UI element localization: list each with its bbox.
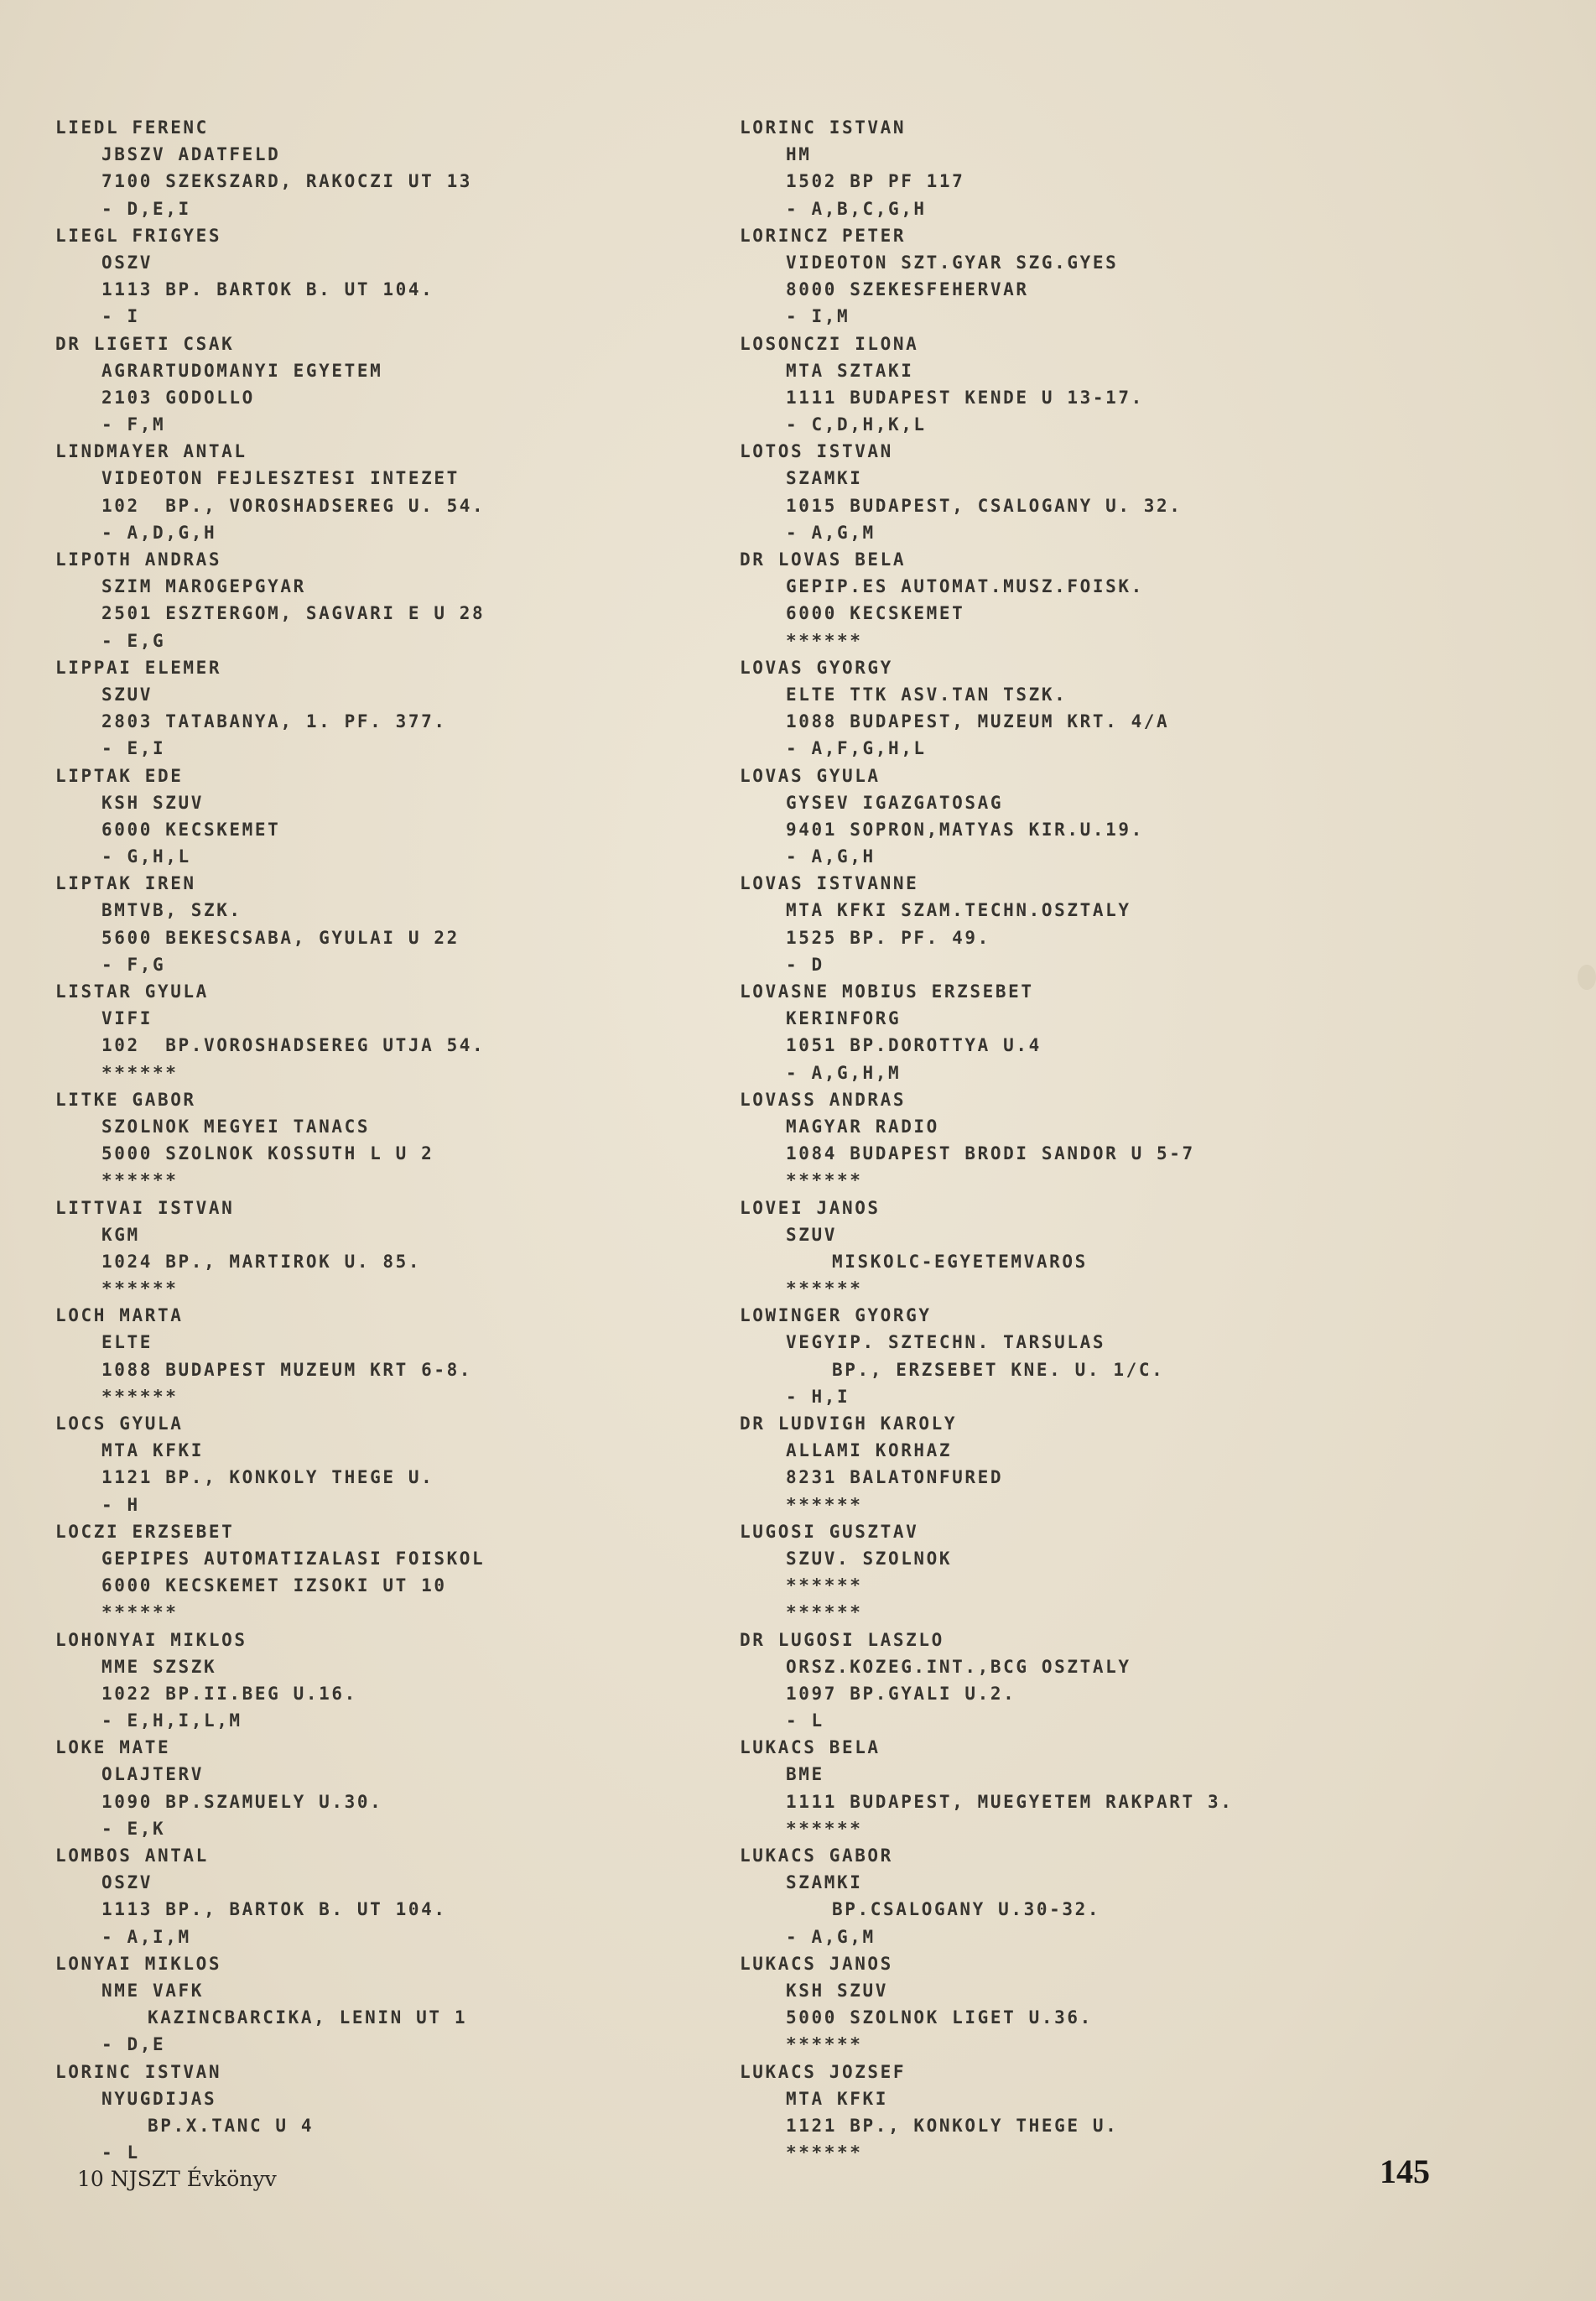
entry-detail-line: 2501 ESZTERGOM, SAGVARI E U 28 <box>101 603 486 624</box>
entry-name: LOHONYAI MIKLOS <box>55 1629 247 1650</box>
entry-name: LOVAS GYORGY <box>740 657 893 678</box>
entry-detail-line: MAGYAR RADIO <box>786 1116 939 1137</box>
entry-detail-line: 6000 KECSKEMET <box>101 819 281 840</box>
entry-name: DR LIGETI CSAK <box>55 333 235 354</box>
entry-detail-line: KAZINCBARCIKA, LENIN UT 1 <box>148 2007 468 2028</box>
entry-detail-line: KSH SZUV <box>786 1980 888 2001</box>
entry-detail-line: 1113 BP., BARTOK B. UT 104. <box>101 1899 447 1920</box>
entry-detail-line: - H <box>101 1494 140 1515</box>
entry-detail-line: - D,E,I <box>101 198 191 219</box>
entry-name: LIPTAK IREN <box>55 873 196 894</box>
entry-detail-line: ****** <box>786 1602 863 1623</box>
entry-detail-line: ORSZ.KOZEG.INT.,BCG OSZTALY <box>786 1656 1131 1677</box>
entry-detail-line: - A,G,H <box>786 846 876 867</box>
entry-detail-line: JBSZV ADATFELD <box>101 144 281 165</box>
entry-detail-line: 102 BP.VOROSHADSEREG UTJA 54. <box>101 1035 486 1056</box>
entry-detail-line: 1525 BP. PF. 49. <box>786 927 990 948</box>
entry-detail-line: OSZV <box>101 1872 153 1893</box>
entry-name: DR LUDVIGH KAROLY <box>740 1413 958 1434</box>
entry-name: LORINC ISTVAN <box>55 2061 222 2082</box>
right-column-directory <box>740 114 1478 2166</box>
entry-name: LUGOSI GUSZTAV <box>740 1521 919 1542</box>
entry-detail-line: - L <box>101 2142 140 2163</box>
entry-detail-line: - E,K <box>101 1818 166 1839</box>
entry-detail-line: VIDEOTON FEJLESZTESI INTEZET <box>101 468 460 489</box>
entry-detail-line: SZIM MAROGEPGYAR <box>101 576 306 597</box>
entry-detail-line: ****** <box>101 1386 179 1407</box>
entry-name: LIPPAI ELEMER <box>55 657 222 678</box>
entry-detail-line: SZUV <box>101 684 153 705</box>
entry-detail-line: 1022 BP.II.BEG U.16. <box>101 1683 357 1704</box>
entry-name: LUKACS JANOS <box>740 1953 893 1974</box>
entry-name: LOVAS GYULA <box>740 765 881 786</box>
entry-name: LIPOTH ANDRAS <box>55 549 222 570</box>
entry-detail-line: ****** <box>786 2034 863 2055</box>
entry-detail-line: MME SZSZK <box>101 1656 217 1677</box>
entry-name: LUKACS GABOR <box>740 1845 893 1866</box>
entry-detail-line: - A,D,G,H <box>101 522 217 543</box>
entry-detail-line: KGM <box>101 1224 140 1245</box>
entry-detail-line: - A,I,M <box>101 1926 191 1947</box>
left-column-directory <box>55 114 726 2166</box>
entry-name: LOVASS ANDRAS <box>740 1089 907 1110</box>
entry-detail-line: SZUV. SZOLNOK <box>786 1548 953 1569</box>
entry-detail-line: KERINFORG <box>786 1008 902 1029</box>
entry-detail-line: - A,F,G,H,L <box>786 738 927 759</box>
entry-detail-line: ****** <box>786 630 863 651</box>
entry-detail-line: 1051 BP.DOROTTYA U.4 <box>786 1035 1042 1056</box>
entry-detail-line: 1111 BUDAPEST, MUEGYETEM RAKPART 3. <box>786 1791 1234 1812</box>
entry-detail-line: 1097 BP.GYALI U.2. <box>786 1683 1016 1704</box>
entry-detail-line: - A,G,M <box>786 522 876 543</box>
entry-detail-line: - F,M <box>101 414 166 435</box>
entry-name: LOCH MARTA <box>55 1305 184 1326</box>
entry-name: LIEDL FERENC <box>55 117 209 138</box>
entry-name: LINDMAYER ANTAL <box>55 441 247 462</box>
entry-detail-line: ****** <box>786 1575 863 1596</box>
entry-name: LOTOS ISTVAN <box>740 441 893 462</box>
entry-detail-line: NYUGDIJAS <box>101 2088 217 2109</box>
entry-detail-line: - H,I <box>786 1386 850 1407</box>
entry-detail-line: - A,B,C,G,H <box>786 198 927 219</box>
entry-detail-line: VIDEOTON SZT.GYAR SZG.GYES <box>786 252 1119 273</box>
entry-name: LOCZI ERZSEBET <box>55 1521 235 1542</box>
entry-detail-line: BP.X.TANC U 4 <box>148 2115 315 2136</box>
punch-mark <box>1578 965 1596 990</box>
entry-detail-line: 1024 BP., MARTIROK U. 85. <box>101 1251 422 1272</box>
entry-detail-line: OLAJTERV <box>101 1764 204 1785</box>
entry-detail-line: ****** <box>786 1278 863 1299</box>
entry-detail-line: 1502 BP PF 117 <box>786 171 965 192</box>
entry-name: LOVAS ISTVANNE <box>740 873 919 894</box>
entry-name: LISTAR GYULA <box>55 981 209 1002</box>
entry-detail-line: ELTE TTK ASV.TAN TSZK. <box>786 684 1068 705</box>
entry-detail-line: 1121 BP., KONKOLY THEGE U. <box>101 1467 434 1488</box>
entry-detail-line: - G,H,L <box>101 846 191 867</box>
entry-detail-line: 1121 BP., KONKOLY THEGE U. <box>786 2115 1119 2136</box>
entry-detail-line: VIFI <box>101 1008 153 1029</box>
entry-detail-line: 2803 TATABANYA, 1. PF. 377. <box>101 711 447 732</box>
entry-name: DR LUGOSI LASZLO <box>740 1629 944 1650</box>
entry-name: LUKACS JOZSEF <box>740 2061 907 2082</box>
entry-detail-line: SZOLNOK MEGYEI TANACS <box>101 1116 371 1137</box>
entry-detail-line: - D,E <box>101 2034 166 2055</box>
entry-detail-line: 1088 BUDAPEST, MUZEUM KRT. 4/A <box>786 711 1170 732</box>
entry-detail-line: MTA KFKI SZAM.TECHN.OSZTALY <box>786 900 1131 921</box>
entry-detail-line: OSZV <box>101 252 153 273</box>
entry-detail-line: ****** <box>786 1494 863 1515</box>
entry-detail-line: NME VAFK <box>101 1980 204 2001</box>
entry-name: LORINC ISTVAN <box>740 117 907 138</box>
entry-detail-line: 6000 KECSKEMET <box>786 603 965 624</box>
entry-name: LITTVAI ISTVAN <box>55 1197 235 1218</box>
entry-name: LUKACS BELA <box>740 1737 881 1758</box>
entry-detail-line: 102 BP., VOROSHADSEREG U. 54. <box>101 495 486 516</box>
entry-detail-line: 8000 SZEKESFEHERVAR <box>786 279 1029 300</box>
entry-detail-line: 1015 BUDAPEST, CSALOGANY U. 32. <box>786 495 1183 516</box>
entry-detail-line: 9401 SOPRON,MATYAS KIR.U.19. <box>786 819 1144 840</box>
entry-detail-line: 5000 SZOLNOK KOSSUTH L U 2 <box>101 1143 434 1164</box>
entry-detail-line: 1084 BUDAPEST BRODI SANDOR U 5-7 <box>786 1143 1195 1164</box>
entry-detail-line: 5600 BEKESCSABA, GYULAI U 22 <box>101 927 460 948</box>
entry-name: LITKE GABOR <box>55 1089 196 1110</box>
entry-detail-line: ALLAMI KORHAZ <box>786 1440 953 1461</box>
entry-detail-line: ****** <box>101 1170 179 1191</box>
entry-detail-line: 6000 KECSKEMET IZSOKI UT 10 <box>101 1575 447 1596</box>
entry-detail-line: - F,G <box>101 954 166 975</box>
entry-detail-line: - E,H,I,L,M <box>101 1710 242 1731</box>
entry-detail-line: ****** <box>101 1062 179 1083</box>
entry-detail-line: BP., ERZSEBET KNE. U. 1/C. <box>832 1359 1165 1380</box>
page-number: 145 <box>1380 2153 1430 2190</box>
entry-detail-line: GEPIPES AUTOMATIZALASI FOISKOL <box>101 1548 486 1569</box>
entry-detail-line: 5000 SZOLNOK LIGET U.36. <box>786 2007 1093 2028</box>
entry-detail-line: MTA KFKI <box>786 2088 888 2109</box>
entry-detail-line: ELTE <box>101 1332 153 1353</box>
entry-detail-line: 1090 BP.SZAMUELY U.30. <box>101 1791 383 1812</box>
entry-detail-line: MTA KFKI <box>101 1440 204 1461</box>
entry-detail-line: SZUV <box>786 1224 837 1245</box>
entry-name: LONYAI MIKLOS <box>55 1953 222 1974</box>
entry-detail-line: ****** <box>786 2142 863 2163</box>
entry-name: LOCS GYULA <box>55 1413 184 1434</box>
entry-detail-line: - A,G,H,M <box>786 1062 902 1083</box>
entry-detail-line: KSH SZUV <box>101 792 204 813</box>
entry-name: LOVASNE MOBIUS ERZSEBET <box>740 981 1034 1002</box>
entry-name: LIEGL FRIGYES <box>55 225 222 246</box>
entry-detail-line: SZAMKI <box>786 1872 863 1893</box>
entry-detail-line: GYSEV IGAZGATOSAG <box>786 792 1004 813</box>
entry-detail-line: 8231 BALATONFURED <box>786 1467 1004 1488</box>
entry-detail-line: MTA SZTAKI <box>786 360 914 381</box>
footer-publication-label: 10 NJSZT Évkönyv <box>77 2167 277 2191</box>
entry-name: LOVEI JANOS <box>740 1197 881 1218</box>
entry-detail-line: 7100 SZEKSZARD, RAKOCZI UT 13 <box>101 171 473 192</box>
entry-detail-line: AGRARTUDOMANYI EGYETEM <box>101 360 383 381</box>
entry-detail-line: SZAMKI <box>786 468 863 489</box>
entry-detail-line: 1113 BP. BARTOK B. UT 104. <box>101 279 434 300</box>
entry-name: LOSONCZI ILONA <box>740 333 919 354</box>
entry-detail-line: - C,D,H,K,L <box>786 414 927 435</box>
entry-name: LIPTAK EDE <box>55 765 184 786</box>
entry-name: DR LOVAS BELA <box>740 549 907 570</box>
entry-detail-line: BP.CSALOGANY U.30-32. <box>832 1899 1101 1920</box>
entry-detail-line: GEPIP.ES AUTOMAT.MUSZ.FOISK. <box>786 576 1144 597</box>
entry-name: LOMBOS ANTAL <box>55 1845 209 1866</box>
entry-detail-line: ****** <box>101 1278 179 1299</box>
entry-detail-line: BMTVB, SZK. <box>101 900 242 921</box>
entry-detail-line: BME <box>786 1764 824 1785</box>
entry-detail-line: - D <box>786 954 824 975</box>
entry-detail-line: ****** <box>786 1818 863 1839</box>
entry-detail-line: ****** <box>101 1602 179 1623</box>
entry-detail-line: ****** <box>786 1170 863 1191</box>
entry-detail-line: - I <box>101 306 140 327</box>
entry-name: LOWINGER GYORGY <box>740 1305 932 1326</box>
entry-name: LOKE MATE <box>55 1737 171 1758</box>
entry-detail-line: 2103 GODOLLO <box>101 387 255 408</box>
entry-detail-line: MISKOLC-EGYETEMVAROS <box>832 1251 1088 1272</box>
entry-detail-line: - E,G <box>101 630 166 651</box>
entry-detail-line: 1088 BUDAPEST MUZEUM KRT 6-8. <box>101 1359 473 1380</box>
entry-detail-line: - L <box>786 1710 824 1731</box>
entry-detail-line: 1111 BUDAPEST KENDE U 13-17. <box>786 387 1144 408</box>
entry-name: LORINCZ PETER <box>740 225 907 246</box>
entry-detail-line: - I,M <box>786 306 850 327</box>
entry-detail-line: - E,I <box>101 738 166 759</box>
entry-detail-line: HM <box>786 144 812 165</box>
entry-detail-line: VEGYIP. SZTECHN. TARSULAS <box>786 1332 1106 1353</box>
entry-detail-line: - A,G,M <box>786 1926 876 1947</box>
